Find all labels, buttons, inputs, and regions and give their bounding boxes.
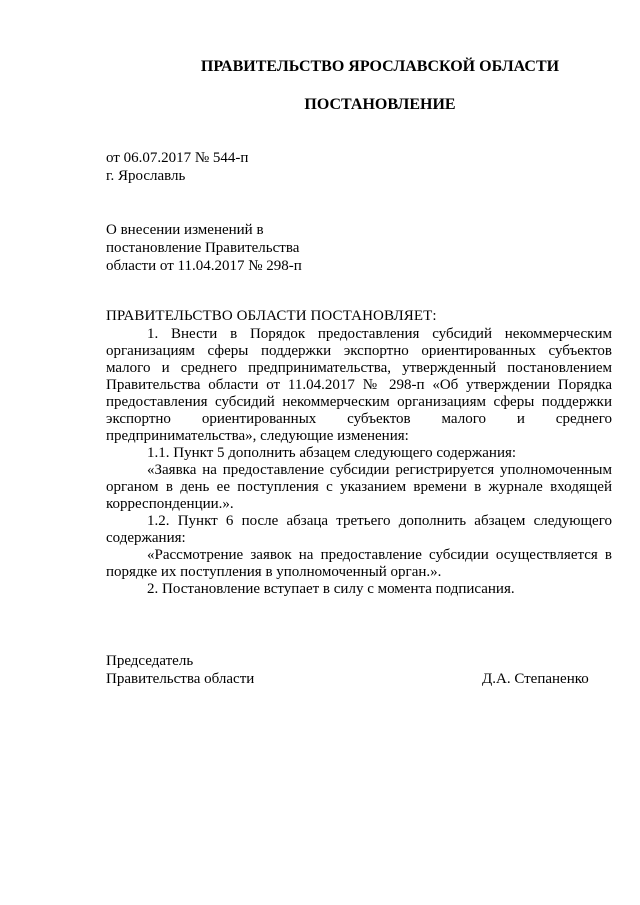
document-subject bbox=[106, 222, 506, 276]
document-meta bbox=[106, 150, 506, 186]
signatory-name: Д.А. Степаненко bbox=[482, 671, 589, 687]
item-1-2-text: «Рассмотрение заявок на предоставление субсидии осуществляется в порядке их поступления в уполномоченный орган.». bbox=[106, 547, 612, 580]
decree-heading: ПРАВИТЕЛЬСТВО ОБЛАСТИ ПОСТАНОВЛЯЕТ: bbox=[106, 308, 437, 324]
subject-line-1: О внесении изменений в bbox=[106, 222, 264, 238]
organization-title: ПРАВИТЕЛЬСТВО ЯРОСЛАВСКОЙ ОБЛАСТИ bbox=[200, 58, 560, 75]
document-type-title: ПОСТАНОВЛЕНИЕ bbox=[304, 96, 456, 113]
city: г. Ярославль bbox=[106, 168, 186, 184]
item-1-2: 1.2. Пункт 6 после абзаца третьего дополнить абзацем следующего содержания: bbox=[106, 513, 612, 546]
subject-line-2: постановление Правительства bbox=[106, 240, 300, 256]
signature-title bbox=[106, 653, 506, 689]
subject-line-3: области от 11.04.2017 № 298-п bbox=[106, 258, 302, 274]
item-1: 1. Внести в Порядок предоставления субсидий некоммерческим организациям сферы поддержки экспортно ориентированных субъектов малого и среднего предпринимательства, утвержденный постановлением Правительства области от 11.04.2017 № 298-п «Об утверждении Порядка предоставления субсидий некоммерческим организациям сферы поддержки экспортно ориентированных субъектов малого и среднего предпринимательства», следующие изменения: bbox=[106, 326, 612, 444]
signature-title-line-1: Председатель bbox=[106, 653, 194, 669]
signature-title-line-2: Правительства области bbox=[106, 671, 255, 687]
item-2: 2. Постановление вступает в силу с момента подписания. bbox=[147, 581, 515, 597]
date-number: от 06.07.2017 № 544-п bbox=[106, 150, 249, 166]
document-body bbox=[106, 308, 612, 598]
item-1-1-text: «Заявка на предоставление субсидии регистрируется уполномоченным органом в день ее поступления с указанием времени в журнале входящей корреспонденции.». bbox=[106, 462, 612, 512]
item-1-1: 1.1. Пункт 5 дополнить абзацем следующего содержания: bbox=[147, 445, 517, 461]
